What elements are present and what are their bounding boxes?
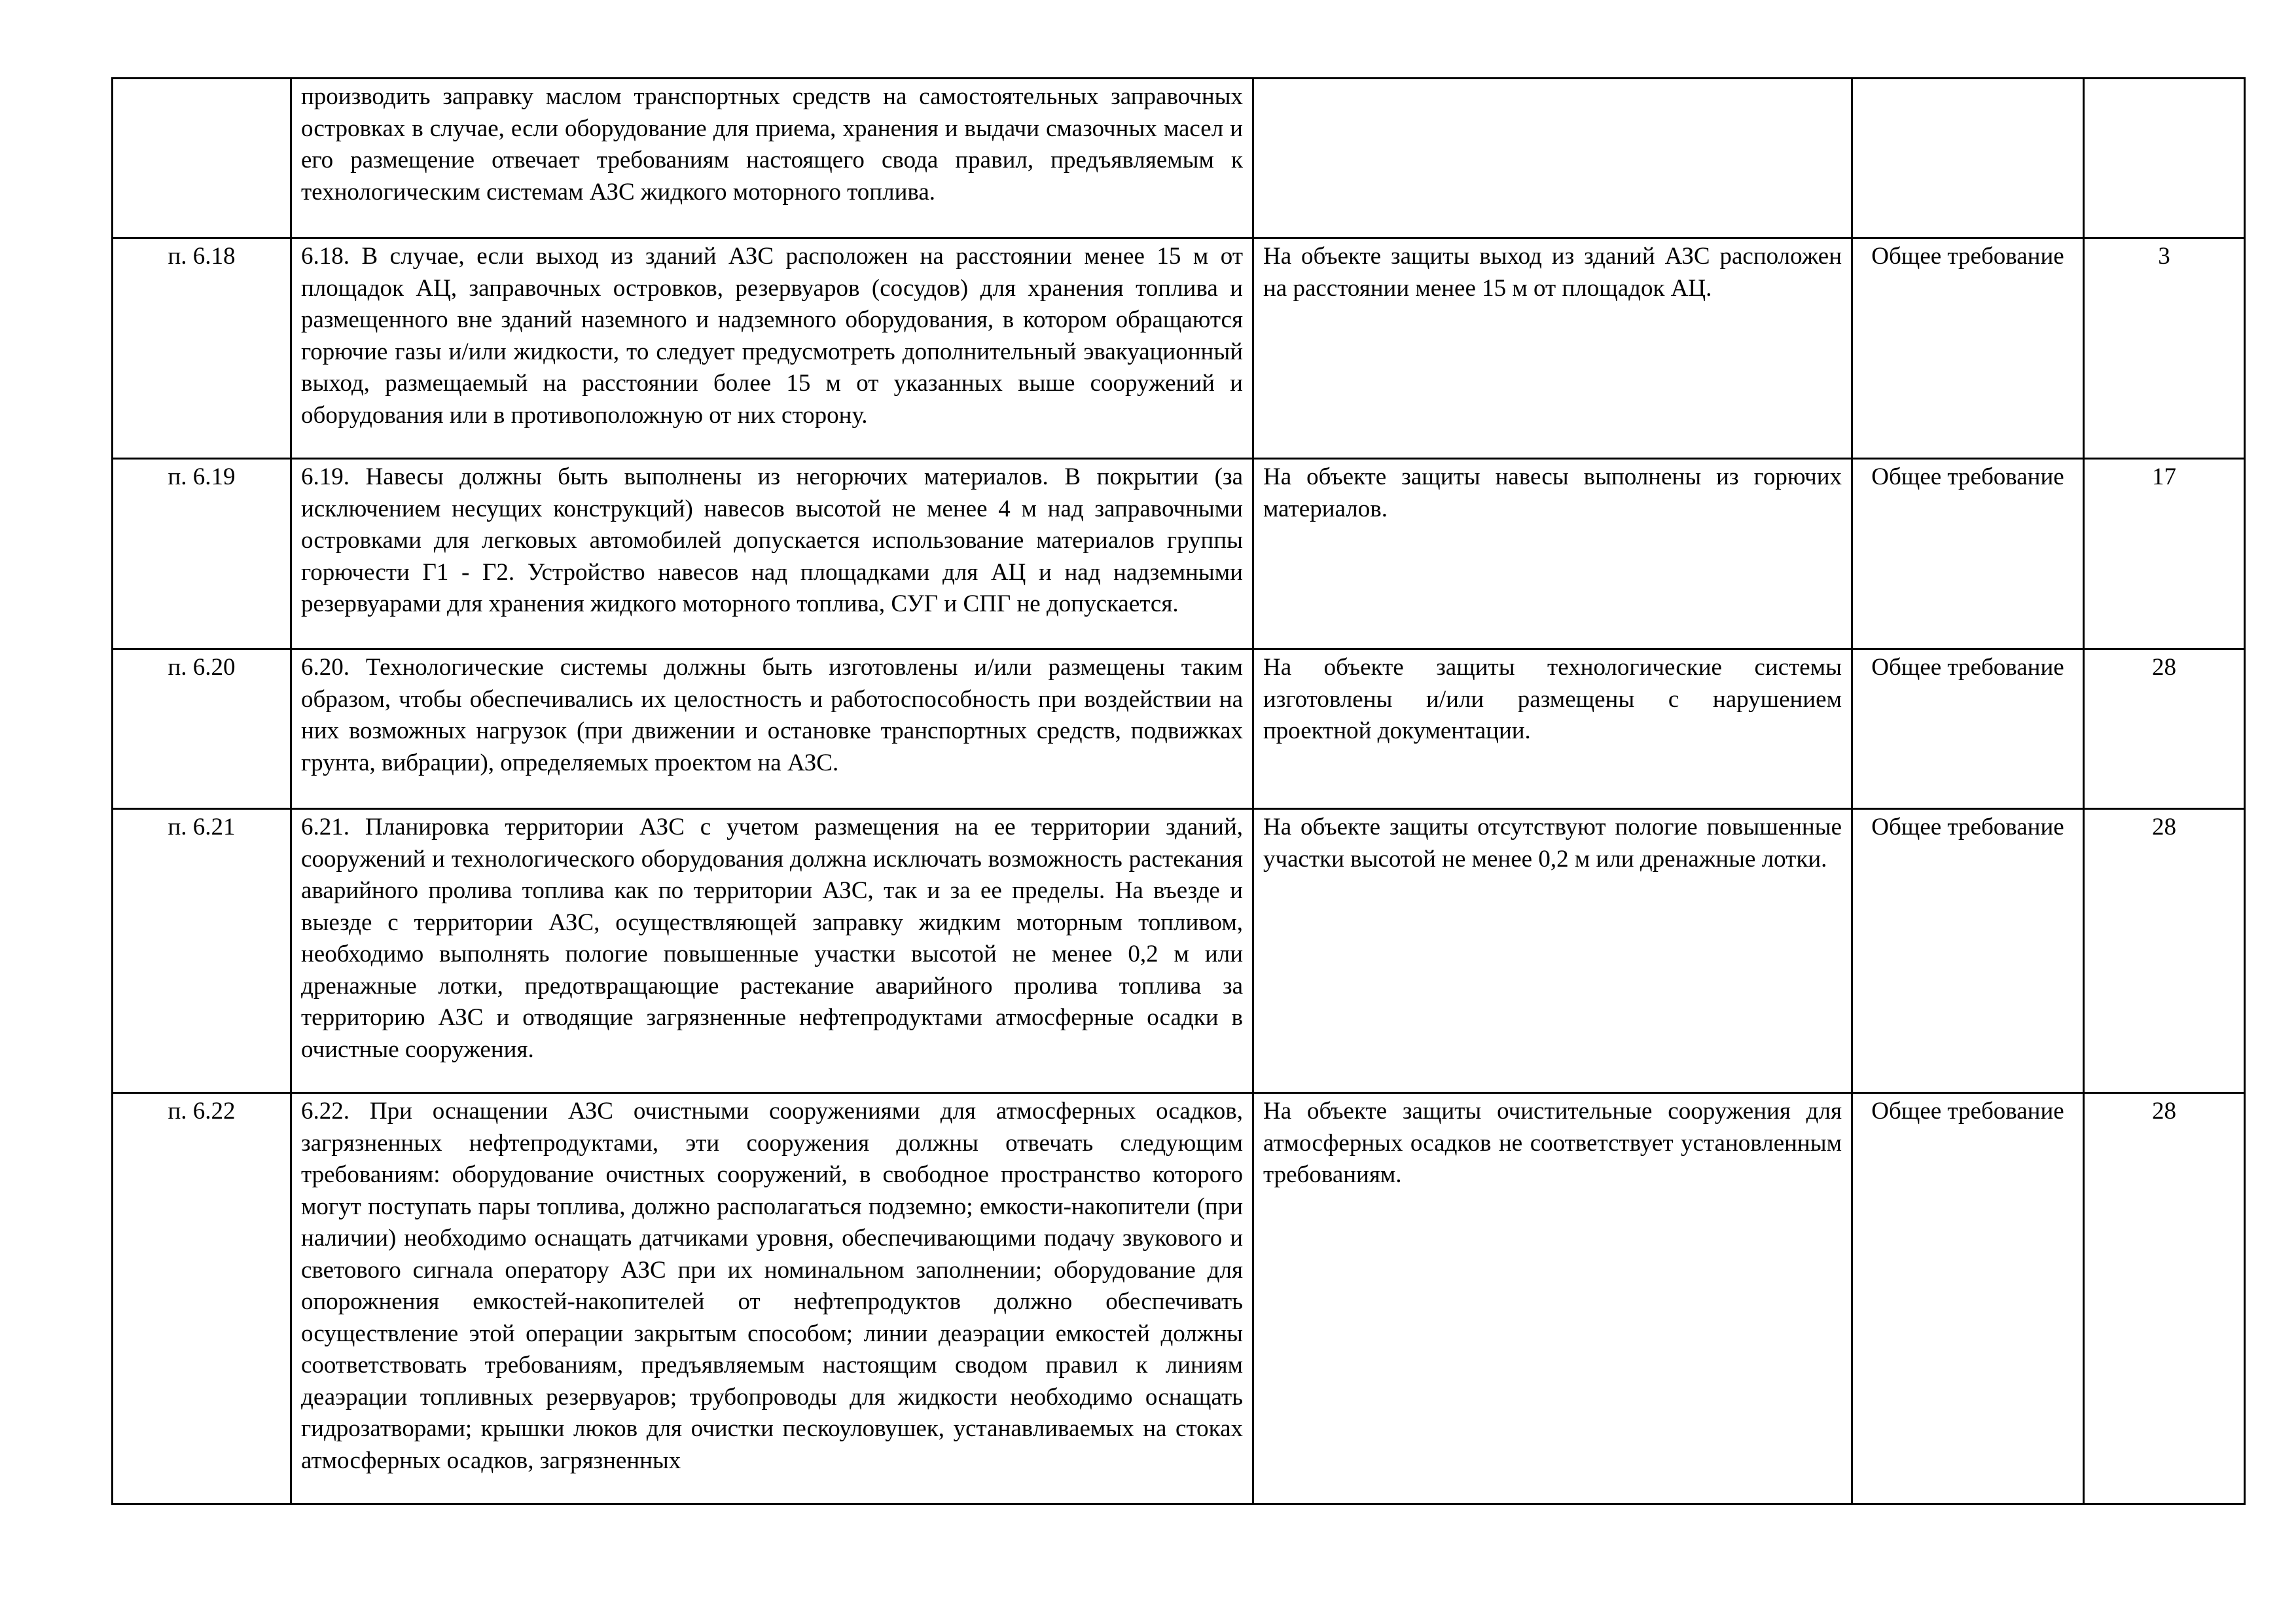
finding-cell bbox=[1253, 1093, 1852, 1504]
table-row bbox=[113, 1093, 2245, 1504]
table-row bbox=[113, 238, 2245, 459]
number-cell bbox=[2084, 1093, 2245, 1504]
requirement-text: 6.20. Технологические системы должны быть изготовлены и/или размещены таким образом, чтобы обеспечивались их целостность и работоспособность при воздействии на них возможных нагрузок (при движении и остановке транспортных средств, подвижках грунта, вибрации), определяемых проектом на АЗС. bbox=[301, 654, 1243, 776]
clause-cell bbox=[113, 238, 291, 459]
table-row bbox=[113, 649, 2245, 809]
requirement-cell bbox=[291, 459, 1253, 649]
finding-text: На объекте защиты навесы выполнены из горючих материалов. bbox=[1263, 463, 1842, 522]
requirement-type-text: Общее требование bbox=[1871, 1098, 2064, 1125]
finding-cell bbox=[1253, 459, 1852, 649]
requirement-cell bbox=[291, 649, 1253, 809]
clause-cell bbox=[113, 649, 291, 809]
requirement-type-text: Общее требование bbox=[1871, 814, 2064, 840]
number-cell bbox=[2084, 649, 2245, 809]
requirement-cell bbox=[291, 79, 1253, 238]
requirement-text: 6.18. В случае, если выход из зданий АЗС расположен на расстоянии менее 15 м от площадок АЦ, заправочных островков, резервуаров (сосудов) для хранения топлива и размещенного вне зданий наземного и надземного оборудования, в котором обращаются горючие газы и/или жидкости, то следует предусмотреть дополнительный эвакуационный выход, размещаемый на расстоянии более 15 м от указанных выше сооружений и оборудования или в противоположную от них сторону. bbox=[301, 243, 1243, 429]
finding-text: На объекте защиты очистительные сооружения для атмосферных осадков не соответствует установленным требованиям. bbox=[1263, 1098, 1842, 1188]
number-text: 28 bbox=[2152, 814, 2176, 840]
requirement-text: 6.19. Навесы должны быть выполнены из негорючих материалов. В покрытии (за исключением несущих конструкций) навесов высотой не менее 4 м над заправочными островками для легковых автомобилей допускается использование материалов группы горючести Г1 - Г2. Устройство навесов над площадками для АЦ и над надземными резервуарами для хранения жидкого моторного топлива, СУГ и СПГ не допускается. bbox=[301, 463, 1243, 617]
number-text: 3 bbox=[2158, 243, 2170, 270]
clause-text: п. 6.22 bbox=[168, 1098, 236, 1125]
finding-cell bbox=[1253, 79, 1852, 238]
finding-text: На объекте защиты отсутствуют пологие повышенные участки высотой не менее 0,2 м или дренажные лотки. bbox=[1263, 814, 1842, 873]
clause-text: п. 6.18 bbox=[168, 243, 236, 270]
number-text: 28 bbox=[2152, 1098, 2176, 1125]
requirement-type-text: Общее требование bbox=[1871, 463, 2064, 490]
finding-cell bbox=[1253, 238, 1852, 459]
requirement-type-cell bbox=[1852, 809, 2084, 1093]
clause-text: п. 6.20 bbox=[168, 654, 236, 681]
requirement-type-text: Общее требование bbox=[1871, 243, 2064, 270]
number-cell bbox=[2084, 809, 2245, 1093]
table-row bbox=[113, 79, 2245, 238]
requirement-type-text: Общее требование bbox=[1871, 654, 2064, 681]
requirement-type-cell bbox=[1852, 459, 2084, 649]
number-cell bbox=[2084, 238, 2245, 459]
finding-cell bbox=[1253, 649, 1852, 809]
inspection-table bbox=[111, 77, 2246, 1505]
finding-text: На объекте защиты выход из зданий АЗС расположен на расстоянии менее 15 м от площадок АЦ. bbox=[1263, 243, 1842, 302]
number-cell bbox=[2084, 459, 2245, 649]
number-text: 17 bbox=[2152, 463, 2176, 490]
requirement-cell bbox=[291, 809, 1253, 1093]
number-cell bbox=[2084, 79, 2245, 238]
clause-text: п. 6.19 bbox=[168, 463, 236, 490]
clause-cell bbox=[113, 809, 291, 1093]
clause-cell bbox=[113, 459, 291, 649]
requirement-type-cell bbox=[1852, 238, 2084, 459]
finding-cell bbox=[1253, 809, 1852, 1093]
table-row bbox=[113, 809, 2245, 1093]
clause-cell bbox=[113, 79, 291, 238]
requirement-cell bbox=[291, 238, 1253, 459]
table-row bbox=[113, 459, 2245, 649]
requirement-type-cell bbox=[1852, 79, 2084, 238]
clause-text: п. 6.21 bbox=[168, 814, 236, 840]
requirement-text: 6.22. При оснащении АЗС очистными сооружениями для атмосферных осадков, загрязненных нефтепродуктами, эти сооружения должны отвечать следующим требованиям: оборудование очистных сооружений, в свободное пространство которого могут поступать пары топлива, должно располагаться подземно; емкости-накопители (при наличии) необходимо оснащать датчиками уровня, обеспечивающими подачу звукового и светового сигнала оператору АЗС при их номинальном заполнении; оборудование для опорожнения емкостей-накопителей от нефтепродуктов должно обеспечивать осуществление этой операции закрытым способом; линии деаэрации емкостей должны соответствовать требованиям, предъявляемым настоящим сводом правил к линиям деаэрации топливных резервуаров; трубопроводы для жидкости необходимо оснащать гидрозатворами; крышки люков для очистки пескоуловушек, устанавливаемых на стоках атмосферных осадков, загрязненных bbox=[301, 1098, 1243, 1474]
requirement-cell bbox=[291, 1093, 1253, 1504]
requirement-text: 6.21. Планировка территории АЗС с учетом размещения на ее территории зданий, сооружений и технологического оборудования должна исключать возможность растекания аварийного пролива топлива как по территории АЗС, так и за ее пределы. На въезде и выезде с территории АЗС, осуществляющей заправку жидким моторным топливом, необходимо выполнять пологие повышенные участки высотой не менее 0,2 м или дренажные лотки, предотвращающие растекание аварийного пролива топлива за территорию АЗС и отводящие загрязненные нефтепродуктами атмосферные осадки в очистные сооружения. bbox=[301, 814, 1243, 1063]
clause-cell bbox=[113, 1093, 291, 1504]
requirement-type-cell bbox=[1852, 649, 2084, 809]
requirement-type-cell bbox=[1852, 1093, 2084, 1504]
finding-text: На объекте защиты технологические системы изготовлены и/или размещены с нарушением проектной документации. bbox=[1263, 654, 1842, 744]
requirement-text: производить заправку маслом транспортных средств на самостоятельных заправочных островках в случае, если оборудование для приема, хранения и выдачи смазочных масел и его размещение отвечает требованиям настоящего свода правил, предъявляемым к технологическим системам АЗС жидкого моторного топлива. bbox=[301, 83, 1243, 206]
number-text: 28 bbox=[2152, 654, 2176, 681]
